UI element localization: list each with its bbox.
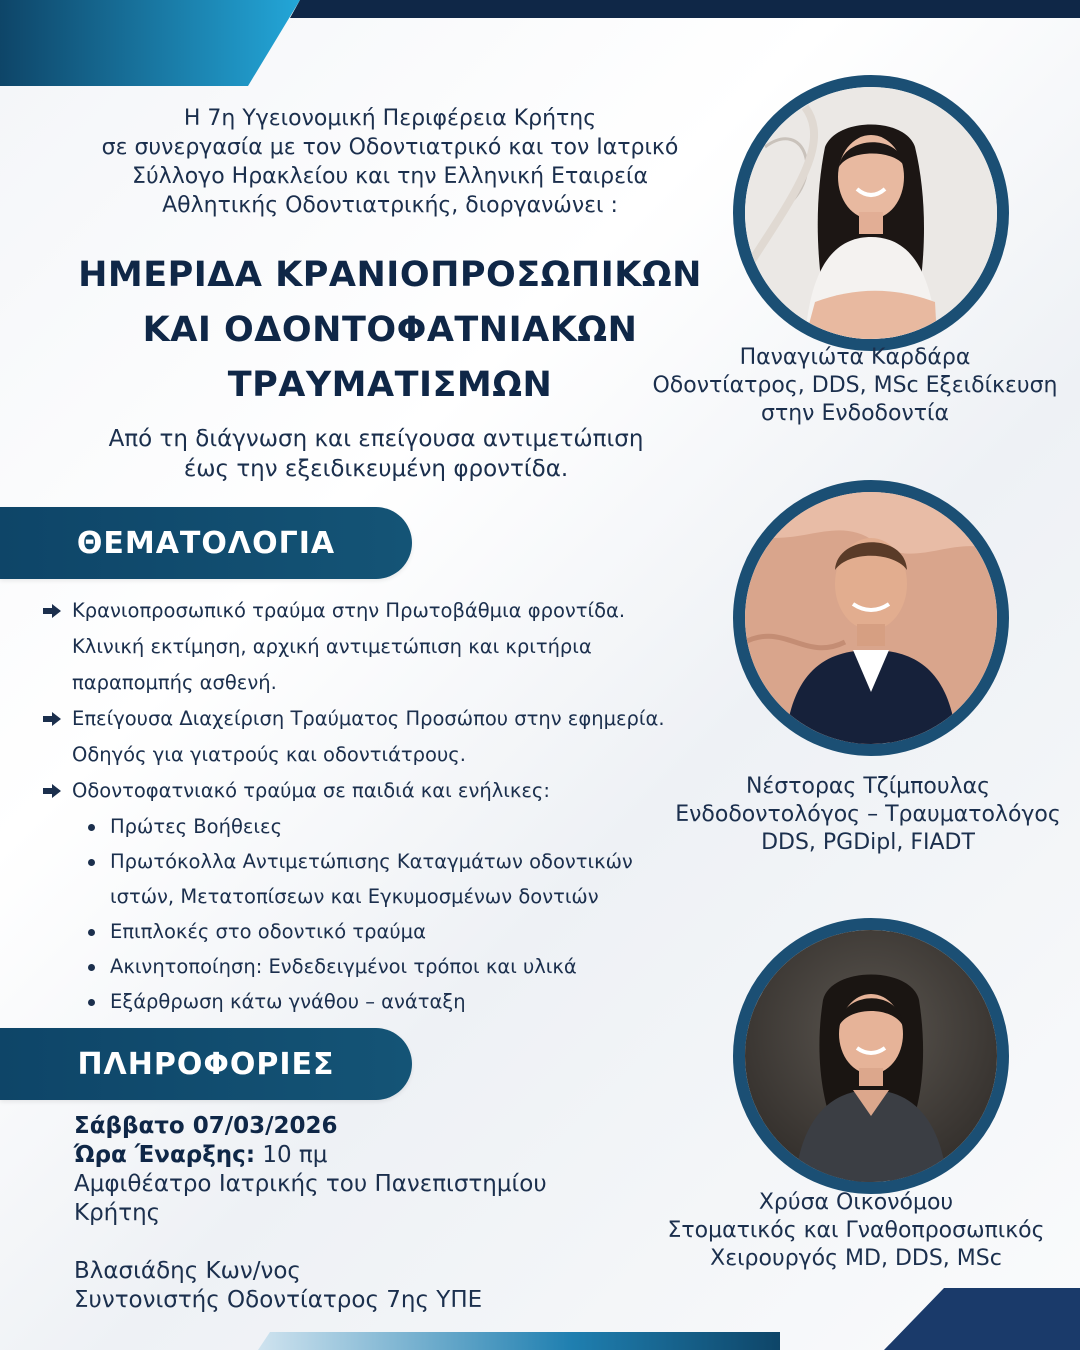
intro-line: Αθλητικής Οδοντιατρικής, διοργανώνει : [162,193,618,218]
bullet-dot-icon [88,824,95,831]
start-time: 10 πμ [255,1142,328,1168]
subtopic-line: Εξάρθρωση κάτω γνάθου – ανάταξη [110,990,466,1013]
subtopic-item [42,984,742,1019]
subtitle-line: έως την εξειδικευμένη φροντίδα. [183,456,569,482]
subtopic-line: Πρώτες Βοήθειες [110,815,283,838]
speaker-card-2 [660,773,1076,857]
subtopic-line: Πρωτόκολλα Αντιμετώπισης Καταγμάτων οδοντικών [110,850,633,873]
info-heading: ΠΛΗΡΟΦΟΡΙΕΣ [77,1046,335,1082]
topic-line: Οδηγός για γιατρούς και οδοντιάτρους. [72,743,466,766]
top-left-decoration [0,0,1080,90]
bullet-dot-icon [88,859,95,866]
man-portrait-icon [745,492,997,744]
speaker-name: Νέστορας Τζίμπουλας [745,774,991,799]
coordinator-role: Συντονιστής Οδοντίατρος 7ης ΥΠΕ [74,1287,483,1313]
arrow-right-icon [42,783,62,799]
topic-item [42,593,742,701]
subtopic-item [42,949,742,984]
subtopic-item [42,809,742,844]
bullet-dot-icon [88,929,95,936]
topic-line: Κλινική εκτίμηση, αρχική αντιμετώπιση και κριτήρια [72,635,592,658]
topic-line: Οδοντοφατνιακό τραύμα σε παιδιά και ενήλικες: [72,779,550,802]
event-title [40,248,740,413]
arrow-right-icon [42,711,62,727]
venue-line: Κρήτης [74,1200,161,1226]
event-info [74,1112,634,1315]
topic-line: Επείγουσα Διαχείριση Τραύματος Προσώπου στην εφημερία. [72,707,665,730]
subtopic-line: ιστών, Μετατοπίσεων και Εγκυμοσμένων δοντιών [110,885,599,908]
woman-portrait-icon [745,930,997,1182]
topic-item [42,701,742,773]
subtopic-line: Επιπλοκές στο οδοντικό τραύμα [110,920,426,943]
topic-item [42,773,742,809]
info-banner [0,1028,412,1100]
topic-line: παραπομπής ασθενή. [72,671,277,694]
event-date: Σάββατο 07/03/2026 [74,1113,338,1139]
topics-list [42,593,742,1019]
bullet-dot-icon [88,999,95,1006]
subtitle-line: Από τη διάγνωση και επείγουσα αντιμετώπιση [108,426,644,452]
topics-heading: ΘΕΜΑΤΟΛΟΓΙΑ [76,525,336,561]
intro-line: σε συνεργασία με τον Οδοντιατρικό και τον Ιατρικό [101,135,679,160]
bullet-dot-icon [88,964,95,971]
start-label: Ώρα Έναρξης: [74,1142,256,1168]
speaker-title: Στοματικός και Γναθοπροσωπικός [667,1218,1045,1243]
speaker-title: Οδοντίατρος, DDS, MSc Εξειδίκευση [652,373,1058,398]
event-subtitle [40,424,712,484]
speaker-card-3 [640,1189,1072,1273]
topics-banner [0,507,412,579]
coordinator-name: Βλασιάδης Κων/νος [74,1258,301,1284]
speaker-photo-2 [733,480,1009,756]
speaker-photo-3 [733,918,1009,1194]
title-line: ΤΡΑΥΜΑΤΙΣΜΩΝ [227,365,553,405]
speaker-name: Χρύσα Οικονόμου [758,1190,954,1215]
subtopic-item [42,914,742,949]
speaker-title: DDS, PGDipl, FIADT [761,830,975,855]
venue-line: Αμφιθέατρο Ιατρικής του Πανεπιστημίου [74,1171,547,1197]
woman-portrait-icon [745,87,997,339]
speaker-name: Παναγιώτα Καρδάρα [739,345,971,370]
speaker-card-1 [640,344,1070,428]
subtopic-item [42,844,742,914]
title-line: ΚΑΙ ΟΔΟΝΤΟΦΑΤΝΙΑΚΩΝ [142,310,638,350]
intro-line: Σύλλογο Ηρακλείου και την Ελληνική Εταιρεία [132,164,648,189]
speaker-title: Ενδοδοντολόγος – Τραυματολόγος [675,802,1061,827]
speaker-title: Χειρουργός MD, DDS, MSc [710,1246,1002,1271]
intro-line: Η 7η Υγειονομική Περιφέρεια Κρήτης [183,106,597,131]
arrow-right-icon [42,603,62,619]
speaker-photo-1 [733,75,1009,351]
intro-text [60,104,720,220]
title-line: ΗΜΕΡΙΔΑ ΚΡΑΝΙΟΠΡΟΣΩΠΙΚΩΝ [78,255,702,295]
topic-line: Κρανιοπροσωπικό τραύμα στην Πρωτοβάθμια φροντίδα. [72,599,626,622]
speaker-title: στην Ενδοδοντία [761,401,949,426]
subtopic-line: Ακινητοποίηση: Ενδεδειγμένοι τρόποι και υλικά [110,955,577,978]
